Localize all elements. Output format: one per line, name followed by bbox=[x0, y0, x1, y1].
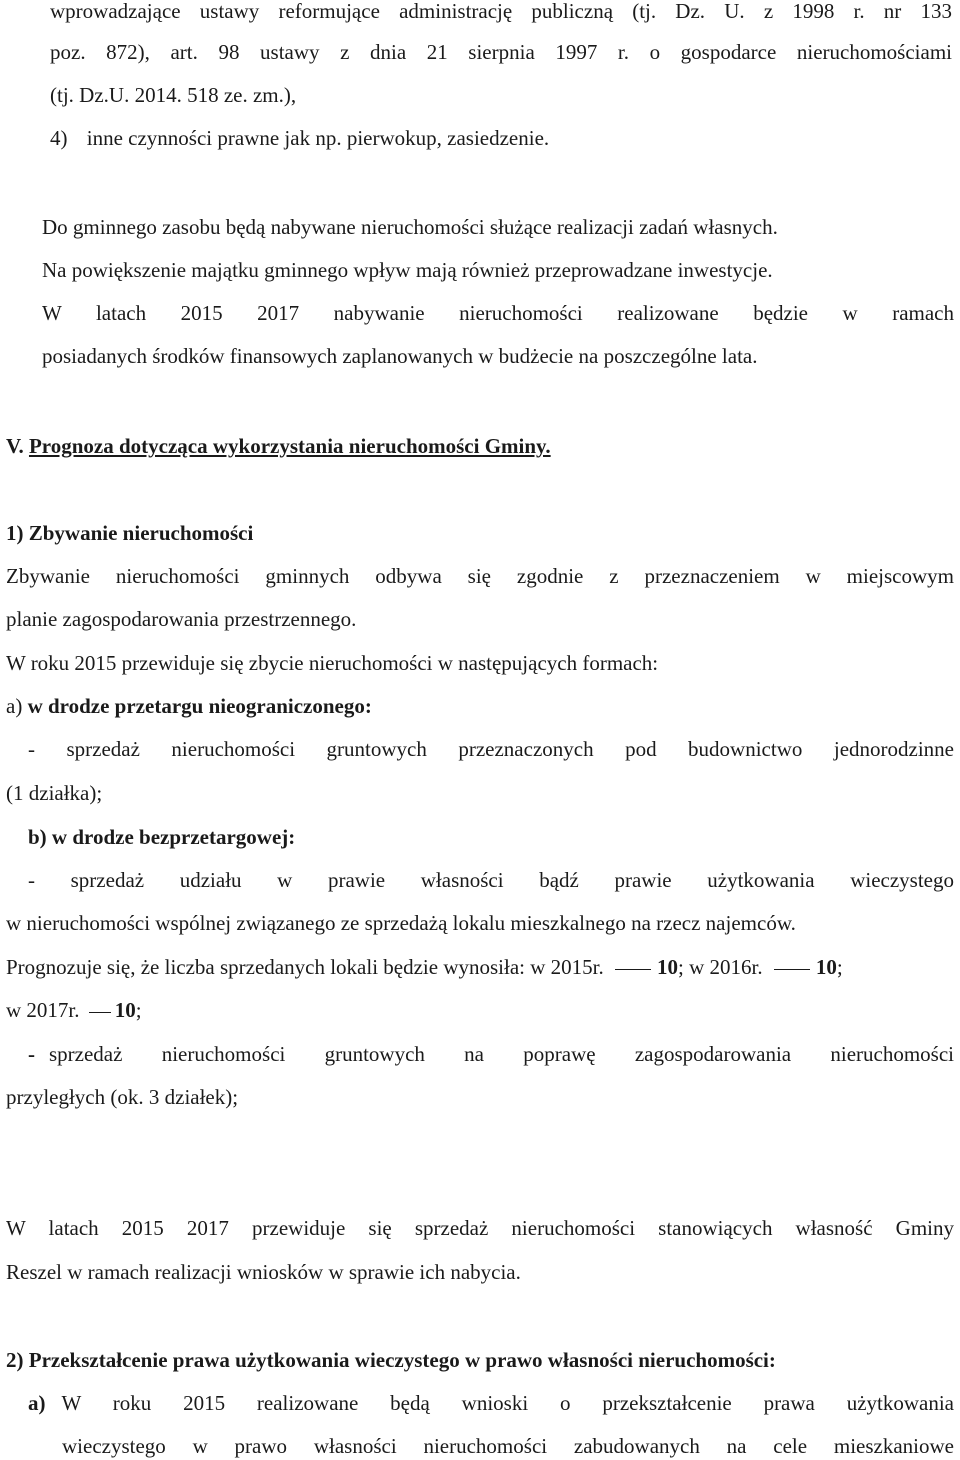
intro-line-1: wprowadzające ustawy reformujące administrację publiczną (tj. Dz. U. z 1998 r. nr 133 bbox=[50, 0, 952, 23]
forecast-dash bbox=[89, 1012, 111, 1013]
sub2-a-text: W roku 2015 realizowane będą wnioski o przekształcenie prawa użytkowania bbox=[61, 1391, 954, 1415]
option-b-item2-line-1 bbox=[28, 1041, 954, 1067]
para-zasob-line-4: posiadanych środków finansowych zaplanowanych w budżecie na poszczególne lata. bbox=[42, 344, 758, 368]
forecast-end: ; bbox=[836, 955, 843, 979]
forecast-dash bbox=[615, 969, 651, 970]
option-b-item2-dash: - bbox=[28, 1042, 35, 1066]
list-item-4-number: 4) bbox=[50, 126, 68, 150]
intro-line-2: poz. 872), art. 98 ustawy z dnia 21 sierpnia 1997 r. o gospodarce nieruchomościami bbox=[50, 40, 952, 64]
forecast-line-1 bbox=[6, 954, 843, 980]
sub2-a-line-2: wieczystego w prawo własności nieruchomości zabudowanych na cele mieszkaniowe bbox=[62, 1434, 954, 1458]
option-a bbox=[6, 693, 372, 719]
intro-line-3: (tj. Dz.U. 2014. 518 ze. zm.), bbox=[50, 83, 297, 107]
option-a-title: w drodze przetargu nieograniczonego: bbox=[27, 694, 372, 718]
option-a-item-line-2: (1 działka); bbox=[6, 781, 103, 805]
para-zasob-line-3: W latach 2015 2017 nabywanie nieruchomości realizowane będzie w ramach bbox=[42, 301, 954, 325]
sub2-a-line-1 bbox=[28, 1390, 954, 1416]
forecast-dash bbox=[774, 969, 810, 970]
sub1-p2: W roku 2015 przewiduje się zbycie nieruchomości w następujących formach: bbox=[6, 651, 659, 675]
section-v-number: V. bbox=[6, 434, 24, 458]
forecast-mid: ; w 2016r. bbox=[677, 955, 763, 979]
option-b-title: b) w drodze bezprzetargowej: bbox=[28, 825, 296, 849]
summary-line-1: W latach 2015 2017 przewiduje się sprzedaż nieruchomości stanowiących własność Gminy bbox=[6, 1216, 954, 1240]
sub1-p1-line-1: Zbywanie nieruchomości gminnych odbywa się zgodnie z przeznaczeniem w miejscowym bbox=[6, 564, 954, 588]
forecast-2017-end: ; bbox=[135, 998, 142, 1022]
para-zasob-line-1: Do gminnego zasobu będą nabywane nieruchomości służące realizacji zadań własnych. bbox=[42, 215, 778, 239]
sub2-a-label: a) bbox=[28, 1391, 46, 1415]
summary-line-2: Reszel w ramach realizacji wniosków w sprawie ich nabycia. bbox=[6, 1260, 521, 1284]
list-item-4-text: inne czynności prawne jak np. pierwokup, zasiedzenie. bbox=[86, 126, 550, 150]
option-a-label: a) bbox=[6, 694, 23, 718]
option-b-item2-text: sprzedaż nieruchomości gruntowych na poprawę zagospodarowania nieruchomości bbox=[49, 1042, 954, 1066]
option-b-item2-line-2: przyległych (ok. 3 działek); bbox=[6, 1085, 239, 1109]
forecast-prefix: Prognozuje się, że liczba sprzedanych lokali będzie wynosiła: w 2015r. bbox=[6, 955, 604, 979]
section-v-title: Prognoza dotycząca wykorzystania nieruchomości Gminy. bbox=[28, 434, 551, 458]
forecast-2017-prefix: w 2017r. bbox=[6, 998, 80, 1022]
subsection-2-heading: 2) Przekształcenie prawa użytkowania wieczystego w prawo własności nieruchomości: bbox=[6, 1348, 776, 1372]
list-item-4 bbox=[50, 125, 549, 151]
forecast-value-2017: 10 bbox=[114, 998, 136, 1022]
option-b-item1-line-2: w nieruchomości wspólnej związanego ze sprzedażą lokalu mieszkalnego na rzecz najemców. bbox=[6, 911, 796, 935]
sub1-p1-line-2: planie zagospodarowania przestrzennego. bbox=[6, 607, 357, 631]
section-v-heading bbox=[6, 433, 551, 459]
forecast-value-2016: 10 bbox=[815, 955, 837, 979]
forecast-value-2015: 10 bbox=[656, 955, 678, 979]
forecast-line-2 bbox=[6, 997, 142, 1023]
option-b-item1-line-1: - sprzedaż udziału w prawie własności bądź prawie użytkowania wieczystego bbox=[28, 868, 954, 892]
subsection-1-heading: 1) Zbywanie nieruchomości bbox=[6, 521, 254, 545]
option-a-item-line-1: - sprzedaż nieruchomości gruntowych przeznaczonych pod budownictwo jednorodzinne bbox=[28, 737, 954, 761]
para-zasob-line-2: Na powiększenie majątku gminnego wpływ mają również przeprowadzane inwestycje. bbox=[42, 258, 773, 282]
